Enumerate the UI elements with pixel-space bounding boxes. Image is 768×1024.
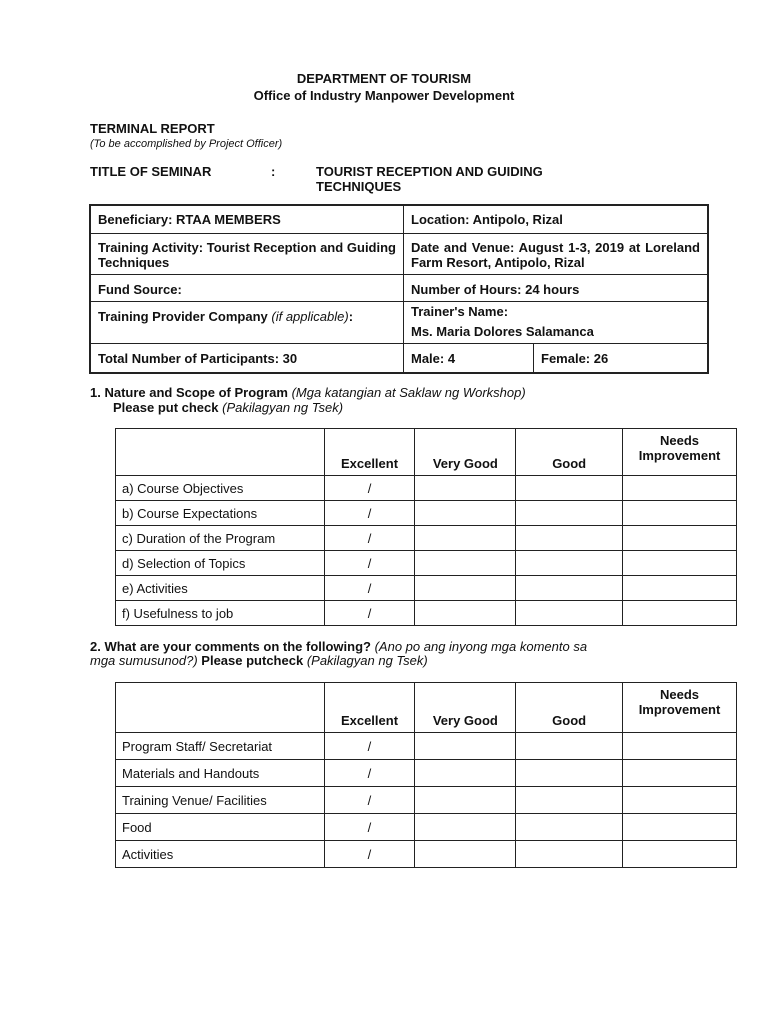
table-row <box>116 733 737 760</box>
very-good-cell[interactable] <box>415 551 516 576</box>
department-title: DEPARTMENT OF TOURISM <box>296 71 472 86</box>
seminar-label: TITLE OF SEMINAR <box>90 164 212 179</box>
male-count: Male: 4 <box>404 344 534 372</box>
section1-instruction <box>113 400 343 415</box>
good-cell[interactable] <box>516 814 623 841</box>
very-good-cell[interactable] <box>415 814 516 841</box>
trainer <box>404 302 707 343</box>
excellent-mark[interactable]: / <box>324 501 415 526</box>
row-label: e) Activities <box>116 576 325 601</box>
table-row <box>116 576 737 601</box>
excellent-mark[interactable]: / <box>324 601 415 626</box>
office-title: Office of Industry Manpower Development <box>253 88 515 103</box>
needs-cell[interactable] <box>623 787 737 814</box>
good-cell[interactable] <box>516 760 623 787</box>
section2-heading-italic: (Ano po ang inyong mga komento sa <box>374 639 588 654</box>
good-cell[interactable] <box>516 526 623 551</box>
date-venue: Date and Venue: August 1-3, 2019 at Loreland Farm Resort, Antipolo, Rizal <box>411 240 700 270</box>
needs-cell[interactable] <box>623 476 737 501</box>
section2-instruction-italic: (Pakilagyan ng Tsek) <box>306 653 428 668</box>
section2-line2-italic: mga sumusunod?) <box>90 653 198 668</box>
col-needs-improvement: Needs Improvement <box>623 683 737 733</box>
info-row <box>91 344 707 372</box>
beneficiary: Beneficiary: RTAA MEMBERS <box>91 206 404 233</box>
section2-instruction-text: Please putcheck <box>201 653 304 668</box>
row-label: a) Course Objectives <box>116 476 325 501</box>
row-label: Food <box>116 814 325 841</box>
col-good: Good <box>516 429 623 476</box>
report-title: TERMINAL REPORT <box>90 121 215 136</box>
good-cell[interactable] <box>516 501 623 526</box>
section2-heading-text: 2. What are your comments on the following? <box>90 639 371 654</box>
header-blank <box>116 683 325 733</box>
info-row <box>91 234 707 275</box>
very-good-cell[interactable] <box>415 501 516 526</box>
training-provider <box>91 302 404 343</box>
excellent-mark[interactable]: / <box>324 576 415 601</box>
training-activity: Training Activity: Tourist Reception and Guiding Techniques <box>91 234 404 274</box>
very-good-cell[interactable] <box>415 576 516 601</box>
row-label: Materials and Handouts <box>116 760 325 787</box>
seminar-title-line1: TOURIST RECEPTION AND GUIDING <box>316 164 543 179</box>
row-label: Program Staff/ Secretariat <box>116 733 325 760</box>
very-good-cell[interactable] <box>415 601 516 626</box>
comments-rating-table <box>115 682 737 868</box>
needs-cell[interactable] <box>623 551 737 576</box>
good-cell[interactable] <box>516 787 623 814</box>
report-subtitle: (To be accomplished by Project Officer) <box>90 138 283 150</box>
very-good-cell[interactable] <box>415 787 516 814</box>
excellent-mark[interactable]: / <box>324 841 415 868</box>
very-good-cell[interactable] <box>415 526 516 551</box>
provider-label: Training Provider Company <box>98 309 268 324</box>
section1-instruction-italic: (Pakilagyan ng Tsek) <box>222 400 344 415</box>
table-row <box>116 760 737 787</box>
row-label: Training Venue/ Facilities <box>116 787 325 814</box>
location: Location: Antipolo, Rizal <box>411 212 563 227</box>
section1-heading-text: 1. Nature and Scope of Program <box>90 385 288 400</box>
excellent-mark[interactable]: / <box>324 733 415 760</box>
table-row <box>116 551 737 576</box>
program-rating-table <box>115 428 737 626</box>
row-label: b) Course Expectations <box>116 501 325 526</box>
good-cell[interactable] <box>516 476 623 501</box>
needs-cell[interactable] <box>623 814 737 841</box>
col-excellent: Excellent <box>324 429 415 476</box>
total-participants: Total Number of Participants: 30 <box>91 344 404 372</box>
row-label: d) Selection of Topics <box>116 551 325 576</box>
good-cell[interactable] <box>516 841 623 868</box>
header-blank <box>116 429 325 476</box>
provider-note: (if applicable) <box>271 309 349 324</box>
good-cell[interactable] <box>516 576 623 601</box>
col-excellent: Excellent <box>324 683 415 733</box>
section1-instruction-text: Please put check <box>113 400 219 415</box>
section1-heading-italic: (Mga katangian at Saklaw ng Workshop) <box>291 385 526 400</box>
seminar-info-table <box>89 204 709 374</box>
excellent-mark[interactable]: / <box>324 787 415 814</box>
seminar-colon: : <box>271 164 276 179</box>
table-row <box>116 501 737 526</box>
col-good: Good <box>516 683 623 733</box>
needs-cell[interactable] <box>623 501 737 526</box>
table-row <box>116 526 737 551</box>
number-of-hours: Number of Hours: 24 hours <box>411 282 580 297</box>
section2-heading <box>90 639 587 654</box>
good-cell[interactable] <box>516 601 623 626</box>
excellent-mark[interactable]: / <box>324 476 415 501</box>
info-row <box>91 206 707 234</box>
info-row <box>91 275 707 302</box>
needs-cell[interactable] <box>623 841 737 868</box>
row-label: c) Duration of the Program <box>116 526 325 551</box>
table-header-row <box>116 683 737 733</box>
section2-instruction <box>90 653 428 668</box>
needs-cell[interactable] <box>623 576 737 601</box>
table-row <box>116 814 737 841</box>
very-good-cell[interactable] <box>415 841 516 868</box>
trainer-label: Trainer's Name: <box>411 304 509 319</box>
excellent-mark[interactable]: / <box>324 814 415 841</box>
table-row <box>116 601 737 626</box>
col-needs-improvement: Needs Improvement <box>623 429 737 476</box>
very-good-cell[interactable] <box>415 476 516 501</box>
col-very-good: Very Good <box>415 683 516 733</box>
row-label: f) Usefulness to job <box>116 601 325 626</box>
female-count: Female: 26 <box>541 351 609 366</box>
table-header-row <box>116 429 737 476</box>
needs-cell[interactable] <box>623 601 737 626</box>
seminar-title-line2: TECHNIQUES <box>316 179 402 194</box>
good-cell[interactable] <box>516 733 623 760</box>
row-label: Activities <box>116 841 325 868</box>
table-row <box>116 476 737 501</box>
very-good-cell[interactable] <box>415 733 516 760</box>
info-row <box>91 302 707 344</box>
needs-cell[interactable] <box>623 760 737 787</box>
col-very-good: Very Good <box>415 429 516 476</box>
trainer-name: Ms. Maria Dolores Salamanca <box>411 324 594 339</box>
very-good-cell[interactable] <box>415 760 516 787</box>
needs-cell[interactable] <box>623 733 737 760</box>
needs-cell[interactable] <box>623 526 737 551</box>
good-cell[interactable] <box>516 551 623 576</box>
table-row <box>116 841 737 868</box>
excellent-mark[interactable]: / <box>324 551 415 576</box>
table-row <box>116 787 737 814</box>
provider-colon: : <box>348 309 354 324</box>
section1-heading <box>90 385 526 400</box>
fund-source: Fund Source: <box>91 275 404 301</box>
excellent-mark[interactable]: / <box>324 526 415 551</box>
excellent-mark[interactable]: / <box>324 760 415 787</box>
